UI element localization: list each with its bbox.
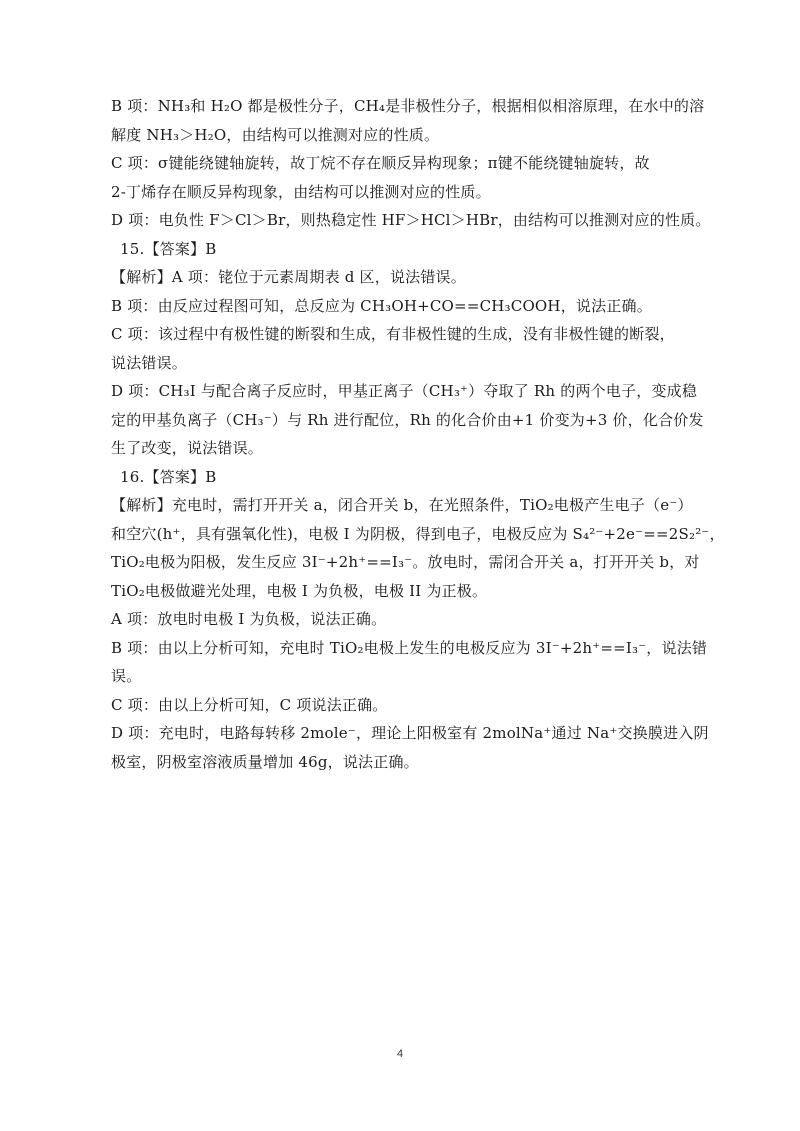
text-line: D 项：电负性 F＞Cl＞Br，则热稳定性 HF＞HCl＞HBr，由结构可以推测对应的性质。 [111, 211, 711, 229]
text-line: C 项：该过程中有极性键的断裂和生成，有非极性键的生成，没有非极性键的断裂， [111, 325, 675, 343]
text-line: D 项：充电时，电路每转移 2mole⁻，理论上阳极室有 2molNa⁺通过 Na⁺交换膜进入阴 [111, 724, 709, 742]
text-line: A 项：放电时电极 I 为负极，说法正确。 [111, 610, 387, 628]
page-number: 4 [396, 1048, 404, 1060]
text-line: 解度 NH₃＞H₂O，由结构可以推测对应的性质。 [111, 125, 440, 144]
text-line: 误。 [111, 667, 142, 685]
question-16-answer-heading: 16.【答案】B [120, 467, 217, 486]
question-15-answer-heading: 15.【答案】B [120, 239, 217, 258]
text-line: D 项：CH₃I 与配合离子反应时，甲基正离子（CH₃⁺）夺取了 Rh 的两个电子，变成稳 [111, 382, 698, 400]
text-line: 2-丁烯存在顺反异构现象，由结构可以推测对应的性质。 [111, 182, 491, 201]
text-line: 极室，阴极室溶液质量增加 46g，说法正确。 [111, 752, 419, 771]
text-line: 生了改变，说法错误。 [111, 439, 264, 457]
text-line: 【解析】A 项：铑位于元素周期表 d 区，说法错误。 [111, 268, 466, 286]
text-line: TiO₂电极做避光处理，电极 I 为负极，电极 II 为正极。 [111, 581, 488, 600]
text-line: C 项：由以上分析可知，C 项说法正确。 [111, 695, 388, 714]
text-line: B 项：由反应过程图可知，总反应为 CH₃OH+CO==CH₃COOH，说法正确。 [111, 296, 652, 315]
text-line: B 项：NH₃和 H₂O 都是极性分子，CH₄是非极性分子，根据相似相溶原理，在水中的溶 [111, 97, 705, 115]
text-line: B 项：由以上分析可知，充电时 TiO₂电极上发生的电极反应为 3I⁻+2h⁺==I₃⁻，说法错 [111, 638, 708, 657]
text-line: 说法错误。 [111, 353, 188, 372]
text-line: 【解析】充电时，需打开开关 a，闭合开关 b，在光照条件，TiO₂电极产生电子（e⁻） [111, 496, 693, 514]
text-line: 和空穴(h⁺，具有强氧化性)，电极 I 为阴极，得到电子，电极反应为 S₄²⁻+2e⁻==2S₂²⁻， [111, 524, 725, 543]
answer-explanation-body [111, 92, 725, 776]
text-line: 定的甲基负离子（CH₃⁻）与 Rh 进行配位，Rh 的化合价由+1 价变为+3 价，化合价发 [111, 410, 704, 429]
text-line: TiO₂电极为阳极，发生反应 3I⁻+2h⁺==I₃⁻。放电时，需闭合开关 a，打开开关 b，对 [111, 553, 700, 571]
text-line: C 项：σ键能绕键轴旋转，故丁烷不存在顺反异构现象；π键不能绕键轴旋转，故 [111, 154, 650, 172]
